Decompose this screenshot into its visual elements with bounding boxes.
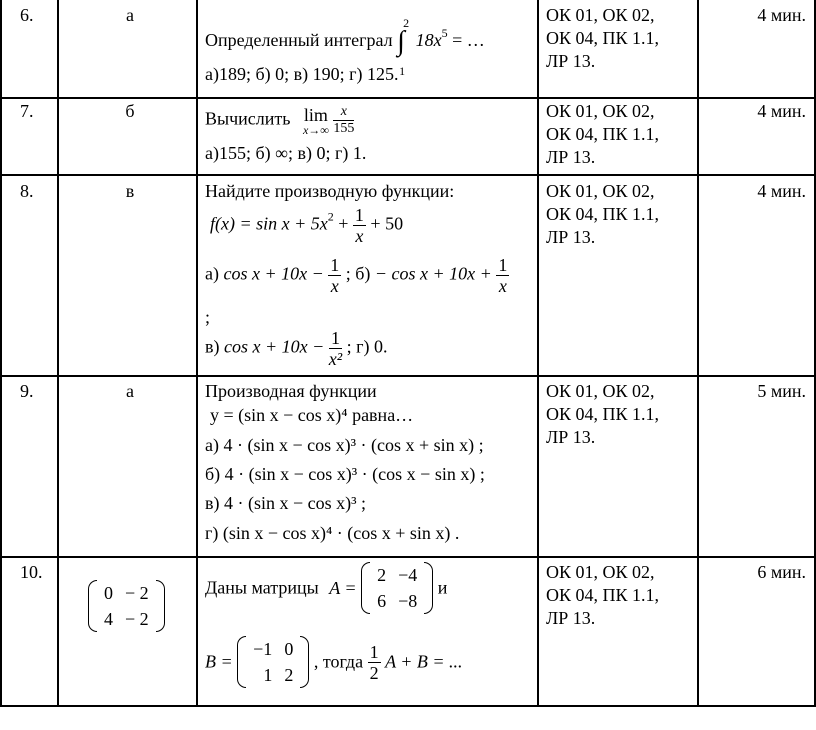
row-number: 7. <box>20 101 34 121</box>
answer-option-b: б) 4 · (sin x − cos x)³ · (cos x − sin x) ; <box>205 464 485 484</box>
task-text: Найдите производную функции: <box>205 181 455 201</box>
answer: в <box>125 181 135 201</box>
grid-line <box>0 97 816 99</box>
competencies: ОК 01, ОК 02, ОК 04, ПК 1.1, ЛР 13. <box>546 381 660 447</box>
task-text: Производная функции <box>205 381 377 401</box>
answer-options: а)155; б) ∞; в) 0; г) 1. <box>205 143 367 163</box>
answer-option-c: в) 4 · (sin x − cos x)³ ; <box>205 493 367 513</box>
grid-line <box>0 705 816 707</box>
time-limit: 5 мин. <box>757 381 806 401</box>
competencies: ОК 01, ОК 02, ОК 04, ПК 1.1, ЛР 13. <box>546 5 660 71</box>
answer-option-a: а) 4 · (sin x − cos x)³ · (cos x + sin x) ; <box>205 435 484 455</box>
answer-option-a-b: а) cos x + 10x − $\frac{1}{x}$ ; б) − cos x + 10x + $\frac{1}{x}$ <box>205 255 508 296</box>
grid-line <box>814 0 816 706</box>
answer-option-c-d: в) cos x + 10x − $\frac{1}{\text{x²}}$ ; г) 0. <box>205 328 388 369</box>
answer: б <box>125 101 135 121</box>
task-text-second: B = −1 0 1 2 , тогда $\frac{1}{2}$ A + B = ... <box>205 636 463 688</box>
grid-line <box>537 0 539 706</box>
row-number: 6. <box>20 5 34 25</box>
time-limit: 6 мин. <box>757 562 806 582</box>
competencies: ОК 01, ОК 02, ОК 04, ПК 1.1, ЛР 13. <box>546 562 660 628</box>
answer: а <box>126 381 134 401</box>
function-formula: y = (sin x − cos x)⁴ равна… <box>210 405 414 425</box>
row-number: 10. <box>20 562 43 582</box>
time-limit: 4 мин. <box>757 101 806 121</box>
row-number: 9. <box>20 381 34 401</box>
semicolon: ; <box>205 307 211 327</box>
answer-options: а)189; б) 0; в) 190; г) 125. <box>205 64 399 84</box>
time-limit: 4 мин. <box>757 5 806 25</box>
row-number: 8. <box>20 181 34 201</box>
grid-line <box>0 0 2 706</box>
answer: а <box>126 5 134 25</box>
grid-line <box>0 375 816 377</box>
grid-line <box>57 0 59 706</box>
competencies: ОК 01, ОК 02, ОК 04, ПК 1.1, ЛР 13. <box>546 181 660 247</box>
answer-option-d: г) (sin x − cos x)⁴ · (cos x + sin x) . <box>205 523 460 543</box>
task-text: Даны матрицы A = 2 −4 6 −8 и <box>205 562 447 614</box>
grid-line <box>0 174 816 176</box>
answer-matrix: 0 − 2 4 − 2 <box>88 580 165 632</box>
integral-sign: ∫ 2 1 <box>397 16 410 79</box>
grid-line <box>196 0 198 706</box>
task-text: Определенный интеграл ∫ 2 1 $18x^5$ = … <box>205 16 485 79</box>
task-text: Вычислить lim x→∞ $\frac{x}{155}$ <box>205 104 355 137</box>
function-formula: $f(x) = \sin x + 5x^2$ + $\frac{1}{x}$ + 50 <box>210 205 404 246</box>
time-limit: 4 мин. <box>757 181 806 201</box>
grid-line <box>697 0 699 706</box>
grid-line <box>0 556 816 558</box>
competencies: ОК 01, ОК 02, ОК 04, ПК 1.1, ЛР 13. <box>546 101 660 167</box>
